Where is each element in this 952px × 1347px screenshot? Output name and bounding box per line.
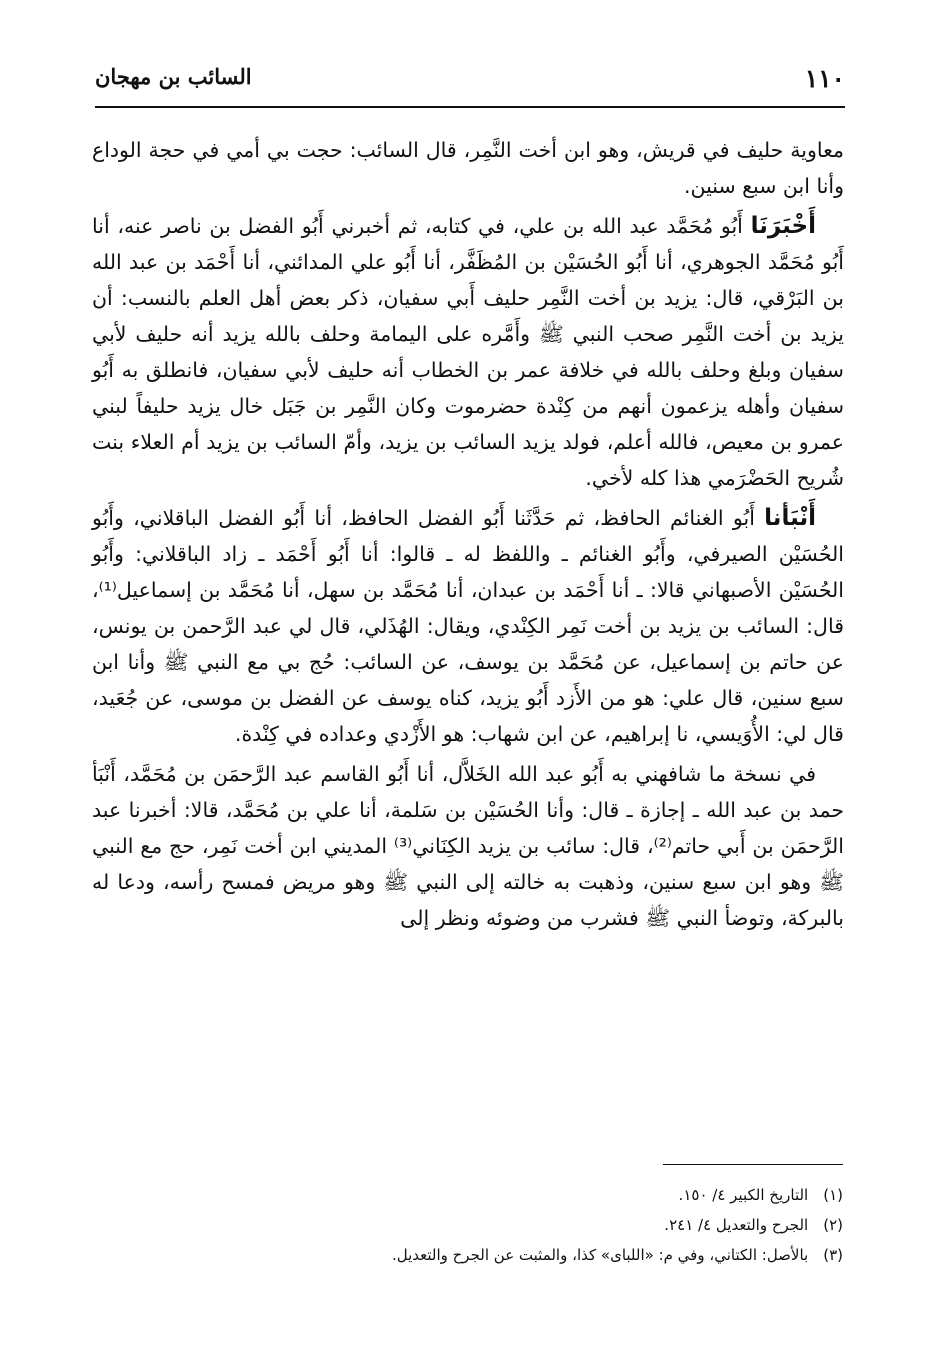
footnote-3 bbox=[95, 1240, 843, 1270]
main-text bbox=[92, 132, 844, 936]
footnotes bbox=[95, 1180, 843, 1270]
footnote-divider bbox=[663, 1164, 843, 1165]
footnote-text: الجرح والتعديل ٤/ ٢٤١. bbox=[664, 1216, 809, 1234]
header-rule bbox=[95, 106, 845, 108]
paragraph-1 bbox=[92, 132, 844, 204]
footnote-number: (١) bbox=[823, 1186, 843, 1204]
paragraph-lead-word: أَنْبَأنا bbox=[764, 505, 816, 531]
page-number: ١١٠ bbox=[804, 64, 845, 93]
paragraph-lead-word: أَخْبَرَنَا bbox=[750, 213, 816, 239]
footnote-1 bbox=[95, 1180, 843, 1210]
footnote-number: (٢) bbox=[823, 1216, 843, 1234]
footnote-2 bbox=[95, 1210, 843, 1240]
paragraph-4 bbox=[92, 756, 844, 936]
page-header bbox=[95, 60, 845, 100]
footnote-number: (٣) bbox=[823, 1246, 843, 1264]
paragraph-text: في نسخة ما شافهني به أَبُو عبد الله الخَلاَّل، أنا أَبُو القاسم عبد الرَّحمَن بن مُحَمَّد، أَنْبَأ حمد بن عبد الله ـ إجازة ـ قال: وأنا الحُسَيْن بن سَلمة، أنا علي بن مُحَمَّد، قالا: أخبرنا عبد الرَّحمَن بن أَبي حاتم⁽²⁾، قال: سائب بن يزيد الكِنَاني⁽³⁾ المديني ابن أخت نَمِر، حج مع النبي ﷺ وهو ابن سبع سنين، وذهبت به خالته إلى النبي ﷺ وهو مريض فمسح رأسه، ودعا له بالبركة، وتوضأ النبي ﷺ فشرب من وضوئه ونظر إلى bbox=[92, 762, 844, 930]
paragraph-text: أَبُو مُحَمَّد عبد الله بن علي، في كتابه، ثم أخبرني أَبُو الفضل بن ناصر عنه، أنا أَبُو مُحَمَّد الجوهري، أنا أَبُو الحُسَيْن بن المُظَفَّر، أنا أَبُو علي المدائني، أنا أَحْمَد بن عبد الله بن البَرْقي، قال: يزيد بن أخت النَّمِر حليف أَبي سفيان، ذكر بعض أهل العلم بالنسب: أن يزيد بن أخت النَّمِر صحب النبي ﷺ وأَمَّره على اليمامة وحلف بالله يزيد أنه حليف لأبي سفيان وبلغ وحلف بالله في خلافة عمر بن الخطاب أنه حليف لأبي سفيان، فانطلق به أَبُو سفيان وأهله يزعمون أنهم من كِنْدة حضرموت وكان النَّمِر بن جَبَل خال يزيد حليفاً لبني عمرو بن معيص، فالله أعلم، فولد يزيد السائب بن يزيد، وأمّ السائب بن يزيد أم العلاء بنت شُريح الحَضْرَمي هذا كله لأخي. bbox=[92, 214, 844, 490]
running-title: السائب بن مهجان bbox=[95, 64, 252, 89]
footnote-text: بالأصل: الكتاني، وفي م: «اللباى» كذا، والمثبت عن الجرح والتعديل. bbox=[391, 1246, 809, 1264]
paragraph-text: معاوية حليف في قريش، وهو ابن أخت النَّمِر، قال السائب: حجت بي أمي في حجة الوداع وأنا ابن سبع سنين. bbox=[92, 138, 844, 198]
footnote-text: التاريخ الكبير ٤/ ١٥٠. bbox=[678, 1186, 809, 1204]
paragraph-text: أَبُو الغنائم الحافظ، ثم حَدَّثَنا أَبُو الفضل الحافظ، أنا أَبُو الفضل الباقلاني، وأَبُو الحُسَيْن الصيرفي، وأَبُو الغنائم ـ واللفظ له ـ قالوا: أنا أَبُو أَحْمَد ـ زاد الباقلاني: وأَبُو الحُسَيْن الأصبهاني قالا: ـ أنا أَحْمَد بن عبدان، أنا مُحَمَّد بن سهل، أنا مُحَمَّد بن إسماعيل⁽¹⁾، قال: السائب بن يزيد بن أخت نَمِر الكِنْدي، ويقال: الهُذَلي، قال لي عبد الرَّحمن بن يونس، عن حاتم بن إسماعيل، عن مُحَمَّد بن يوسف، عن السائب: حُج بي مع النبي ﷺ وأنا ابن سبع سنين، قال علي: هو من الأَزد أَبُو يزيد، كناه يوسف عن الفضل بن موسى، عن جُعَيد، قال لي: الأُوَيسي، نا إبراهيم، عن ابن شهاب: هو الأَزْدي وعداده في كِنْدة. bbox=[92, 506, 844, 746]
paragraph-2 bbox=[92, 208, 844, 496]
paragraph-3 bbox=[92, 500, 844, 752]
